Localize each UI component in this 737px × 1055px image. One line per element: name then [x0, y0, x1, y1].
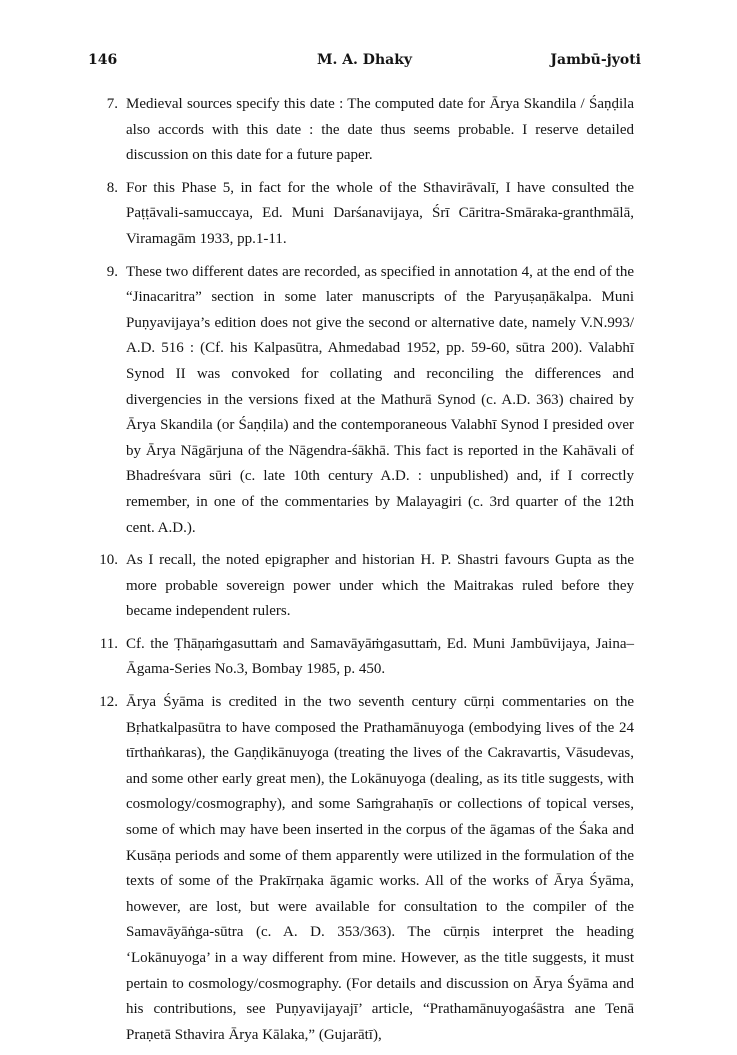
page-number: 146	[88, 52, 118, 68]
endnote-text: As I recall, the noted epigrapher and historian H. P. Shastri favours Gupta as the more probable sovereign power under which the Maitrakas ruled before they became independent rulers.	[126, 552, 634, 620]
endnote-8	[86, 176, 634, 253]
endnote-number: 10.	[99, 552, 118, 569]
running-header	[88, 52, 641, 74]
endnote-7	[86, 92, 634, 169]
endnotes-list	[86, 92, 634, 1055]
endnote-text: These two different dates are recorded, as specified in annotation 4, at the end of the “Jinacaritra” section in some later manuscripts of the Paryuṣaṇākalpa. Muni Puṇyavijaya’s edition does not give the second or alternative date, namely V.N.993/ A.D. 516 : (Cf. his Kalpasūtra, Ahmedabad 1952, pp. 59-60, sūtra 200). Valabhī Synod II was convoked for collating and reconciling the differences and divergencies in the versions fixed at the Mathurā Synod (c. A.D. 363) chaired by Ārya Skandila (or Śaṇḍila) and the contemporaneous Valabhī Synod I presided over by Ārya Nāgārjuna of the Nāgendra-śākhā. This fact is reported in the Kahāvali of Bhadreśvara sūri (c. late 10th century A.D. : unpublished) and, if I correctly remember, in one of the commentaries by Malayagiri (c. 3rd quarter of the 12th cent. A.D.).	[126, 263, 634, 536]
endnote-number: 9.	[106, 263, 118, 280]
endnote-number: 11.	[99, 635, 118, 652]
running-title: Jambū-jyoti	[550, 52, 641, 68]
endnote-number: 12.	[99, 694, 118, 711]
endnote-text: Medieval sources specify this date : The computed date for Ārya Skandila / Śaṇḍila also accords with this date : the date thus seems probable. I reserve detailed discussion on this date for a future paper.	[126, 96, 634, 164]
endnote-11	[86, 632, 634, 683]
endnote-text: Ārya Śyāma is credited in the two seventh century cūrṇi commentaries on the Bṛhatkalpasūtra to have composed the Prathamānuyoga (embodying lives of the 24 tīrthaṅkaras), the Gaṇḍikānuyoga (treating the lives of the Cakravartis, Vāsudevas, and some other early great men), the Lokānuyoga (dealing, as its title suggests, with cosmology/cosmography), and some Saṁgrahaṇīs or collections of topical verses, some of which may have been inserted in the corpus of the āgamas of the Śaka and Kusāṇa periods and some of them apparently were utilized in the formulation of the texts of some of the Prakīrṇaka āgamic works. All of the works of Ārya Śyāma, however, are lost, but were available for consultation to the compiler of the Samavāyāṅga-sūtra (c. A. D. 353/363). The cūrṇis interpret the heading ‘Lokānuyoga’ in a way different from mine. However, as the title suggests, it must pertain to cosmology/cosmography. (For details and discussion on Ārya Śyāma and his contributions, see Puṇyavijayajī’ article, “Prathamānuyogaśāstra ane Tenā Praṇetā Sthavira Ārya Kālaka,” (Gujarātī),	[126, 694, 634, 1043]
endnote-10	[86, 548, 634, 625]
author-name: M. A. Dhaky	[316, 52, 413, 68]
endnote-text: For this Phase 5, in fact for the whole of the Sthavirāvalī, I have consulted the Paṭṭāvali-samuccaya, Ed. Muni Darśanavijaya, Śrī Cāritra-Smāraka-granthmālā, Viramagām 1933, pp.1-11.	[126, 179, 634, 247]
endnote-number: 7.	[106, 96, 118, 112]
endnote-number: 8.	[106, 179, 118, 196]
endnote-12	[86, 690, 634, 1048]
endnote-text: Cf. the Ṭhāṇaṁgasuttaṁ and Samavāyāṁgasuttaṁ, Ed. Muni Jambūvijaya, Jaina–Āgama-Series No.3, Bombay 1985, p. 450.	[126, 635, 634, 678]
endnote-9	[86, 260, 634, 542]
